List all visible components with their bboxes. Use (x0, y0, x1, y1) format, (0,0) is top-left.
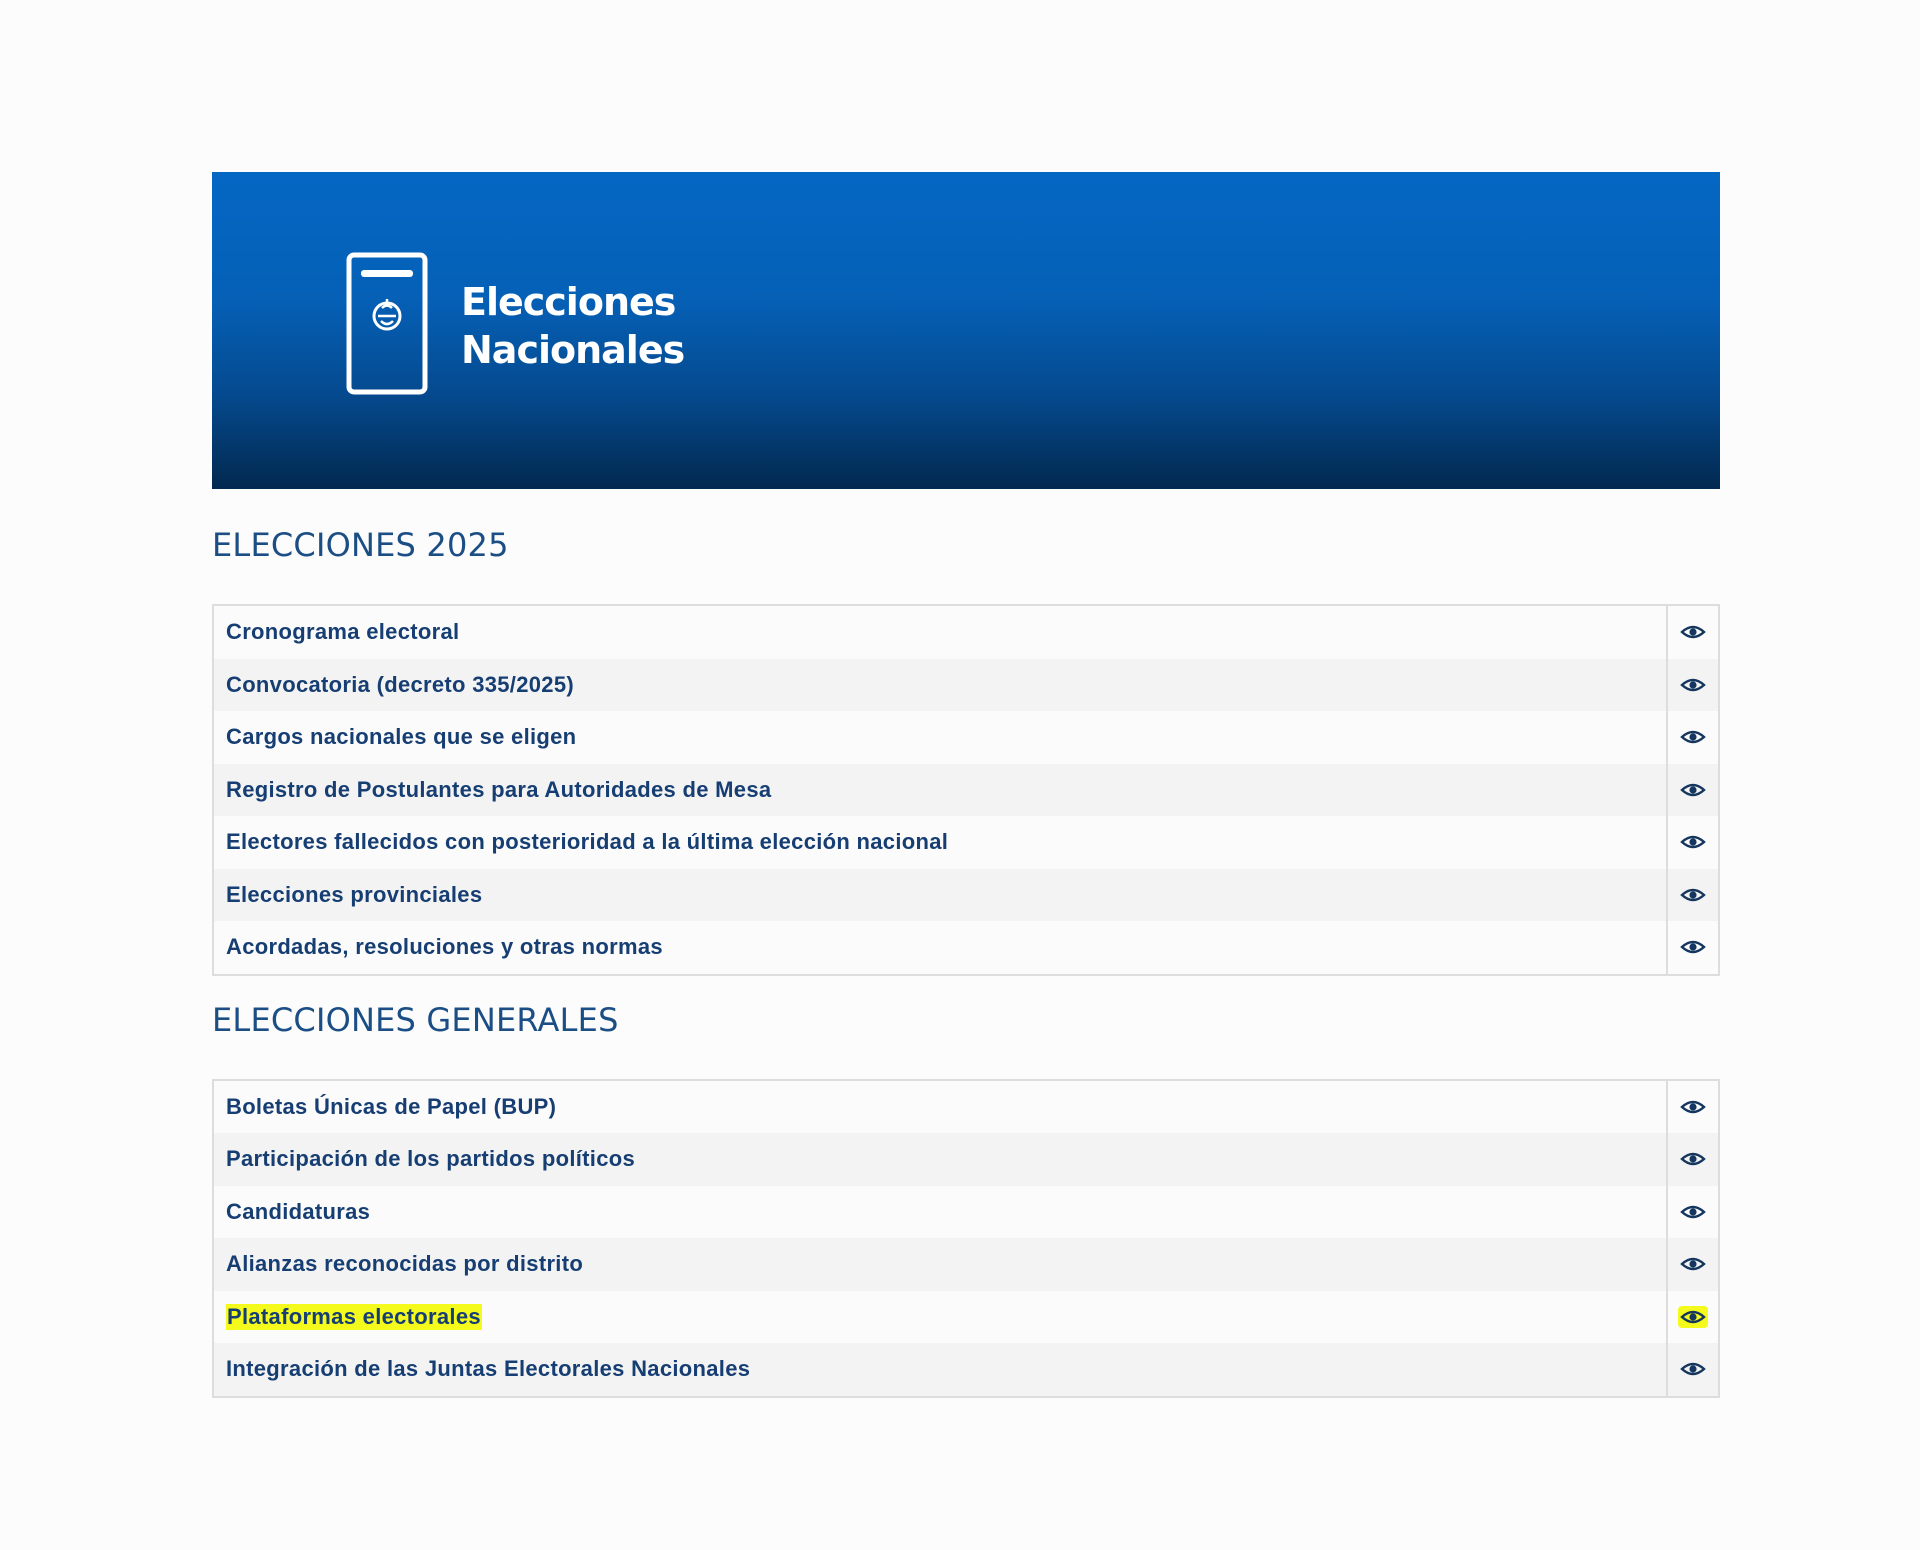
view-button[interactable] (1666, 606, 1718, 659)
list-item (214, 1343, 1718, 1396)
list-item-link[interactable] (214, 1238, 1666, 1291)
view-button[interactable] (1666, 869, 1718, 922)
list-item-label: Acordadas, resoluciones y otras normas (226, 934, 663, 960)
list-item-label: Cargos nacionales que se eligen (226, 724, 577, 750)
list-item-link[interactable] (214, 764, 1666, 817)
list-item-link[interactable] (214, 606, 1666, 659)
list-item-link[interactable] (214, 1291, 1666, 1344)
eye-icon (1680, 886, 1706, 904)
list-item-link[interactable] (214, 711, 1666, 764)
view-button[interactable] (1666, 659, 1718, 712)
list-item (214, 1133, 1718, 1186)
list-item-label: Candidaturas (226, 1198, 371, 1224)
eye-icon (1680, 1360, 1706, 1378)
eye-icon (1680, 623, 1706, 641)
list-item-label: Plataformas electorales (227, 1303, 481, 1329)
eye-icon (1680, 1150, 1706, 1168)
list-item (214, 1291, 1718, 1344)
view-button[interactable] (1666, 711, 1718, 764)
view-button[interactable] (1666, 1343, 1718, 1396)
site-title-line-2: Nacionales (461, 328, 685, 372)
list-item-link[interactable] (214, 1081, 1666, 1134)
list-elecciones-2025 (212, 604, 1720, 976)
list-item (214, 711, 1718, 764)
list-item-link[interactable] (214, 1186, 1666, 1239)
list-item (214, 816, 1718, 869)
section-title-elecciones-2025: ELECCIONES 2025 (212, 526, 509, 564)
list-item-label: Cronograma electoral (226, 619, 460, 645)
list-item (214, 921, 1718, 974)
site-title (461, 278, 684, 374)
view-button[interactable] (1666, 921, 1718, 974)
view-button[interactable] (1666, 816, 1718, 869)
eye-icon (1680, 676, 1706, 694)
list-item-link[interactable] (214, 1133, 1666, 1186)
eye-icon (1680, 1098, 1706, 1116)
list-item-link[interactable] (214, 816, 1666, 869)
list-item-link[interactable] (214, 921, 1666, 974)
list-item (214, 1186, 1718, 1239)
view-button[interactable] (1666, 1186, 1718, 1239)
list-item-label: Elecciones provinciales (226, 881, 483, 907)
ballot-box-icon (346, 252, 428, 395)
list-item-label: Participación de los partidos políticos (226, 1146, 635, 1172)
section-title-elecciones-generales: ELECCIONES GENERALES (212, 1000, 619, 1039)
list-item-link[interactable] (214, 659, 1666, 712)
eye-icon (1680, 938, 1706, 956)
list-item (214, 764, 1718, 817)
view-button[interactable] (1666, 1133, 1718, 1186)
list-item-label: Boletas Únicas de Papel (BUP) (226, 1093, 557, 1119)
list-item-label: Convocatoria (decreto 335/2025) (226, 671, 574, 697)
list-item-label: Electores fallecidos con posterioridad a la última elección nacional (226, 829, 949, 855)
header-banner (212, 172, 1720, 489)
list-item-label: Registro de Postulantes para Autoridades de Mesa (226, 776, 772, 802)
eye-icon (1680, 781, 1706, 799)
eye-icon (1680, 728, 1706, 746)
list-item-link[interactable] (214, 869, 1666, 922)
eye-icon (1680, 1203, 1706, 1221)
view-button[interactable] (1666, 1291, 1718, 1344)
eye-icon (1678, 1306, 1708, 1328)
list-item-label: Alianzas reconocidas por distrito (226, 1251, 584, 1277)
eye-icon (1680, 1255, 1706, 1273)
list-item (214, 659, 1718, 712)
view-button[interactable] (1666, 1081, 1718, 1134)
list-item-label: Integración de las Juntas Electorales Nacionales (226, 1356, 751, 1382)
list-elecciones-generales (212, 1079, 1720, 1398)
eye-icon (1680, 833, 1706, 851)
list-item-link[interactable] (214, 1343, 1666, 1396)
page-container (212, 172, 1720, 1398)
view-button[interactable] (1666, 764, 1718, 817)
list-item (214, 606, 1718, 659)
view-button[interactable] (1666, 1238, 1718, 1291)
site-title-line-1: Elecciones (461, 280, 676, 324)
list-item (214, 1238, 1718, 1291)
list-item (214, 1081, 1718, 1134)
list-item (214, 869, 1718, 922)
